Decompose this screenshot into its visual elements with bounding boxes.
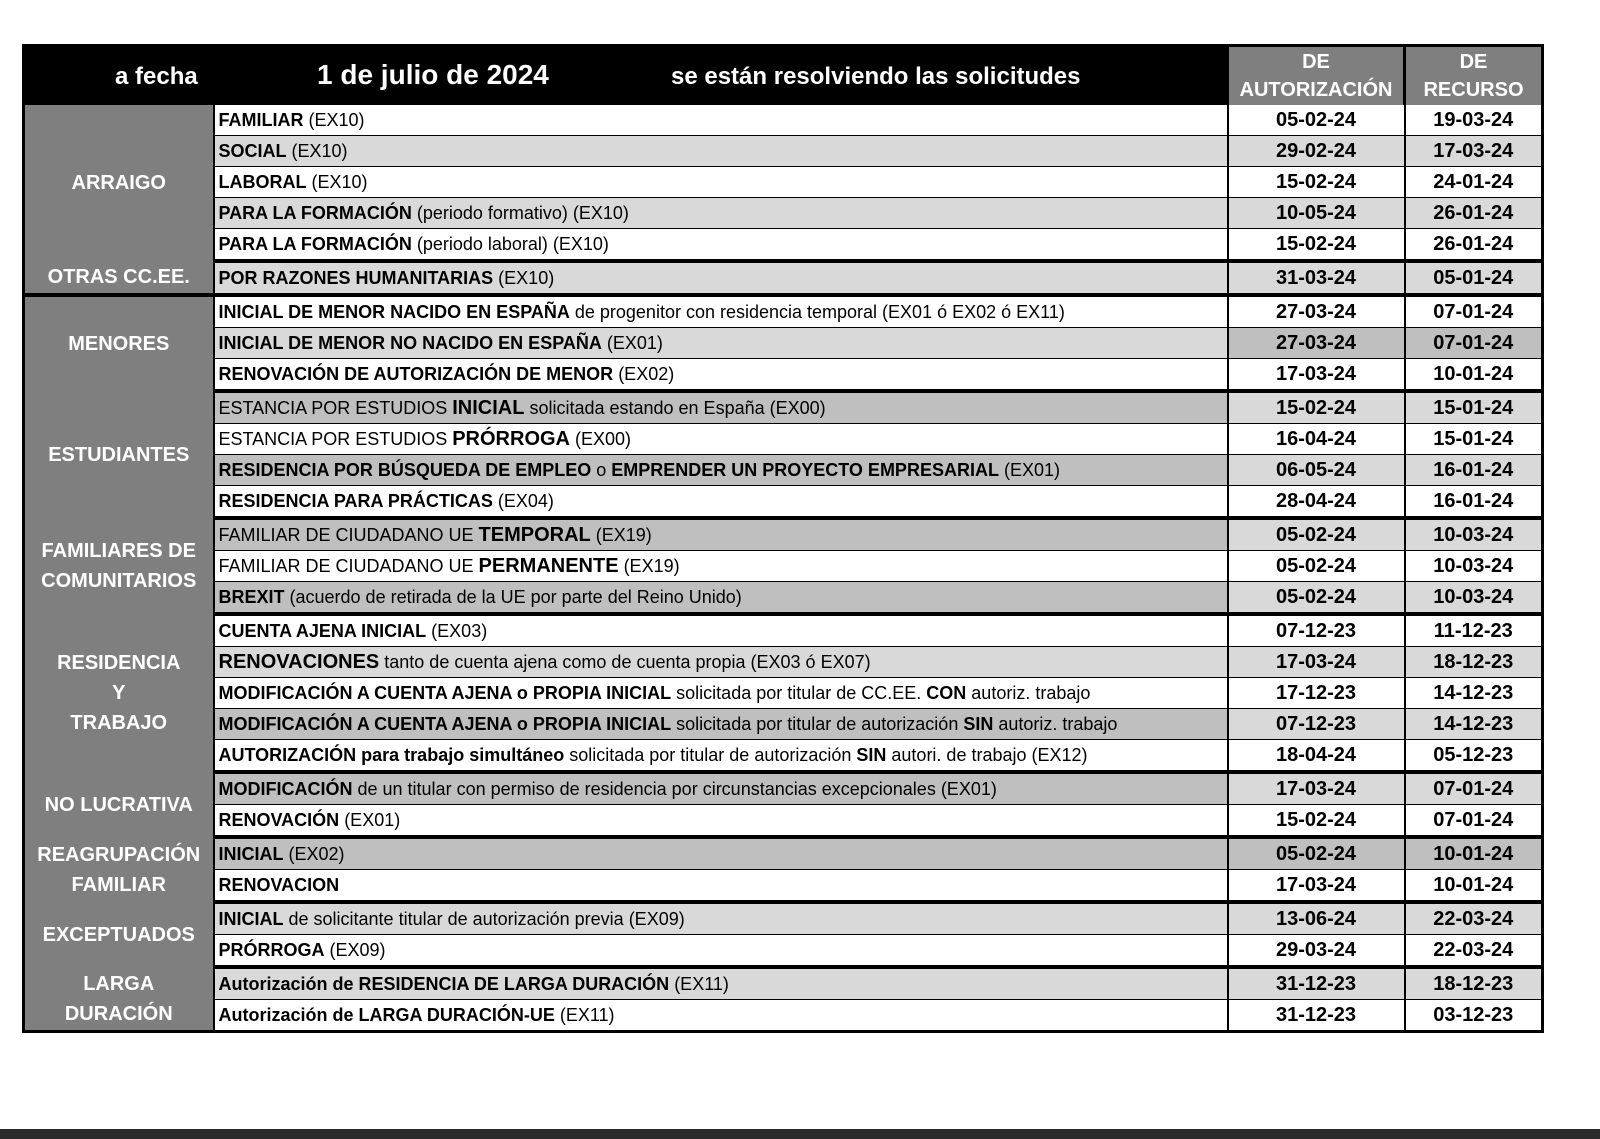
request-type-text: INICIAL DE MENOR NO NACIDO EN ESPAÑA <box>218 332 602 353</box>
request-type-text: FAMILIAR DE CIUDADANO UE <box>218 555 479 576</box>
request-type-cell <box>214 805 1228 838</box>
request-type-cell <box>214 614 1228 647</box>
table-row <box>24 678 1543 709</box>
request-type-text: autori. de trabajo (EX12) <box>886 744 1088 765</box>
request-type-text: PRÓRROGA <box>218 939 325 960</box>
request-type-cell <box>214 870 1228 903</box>
request-type-text: (EX10) <box>303 109 365 130</box>
date-autorizacion: 18-04-24 <box>1228 740 1405 773</box>
category-label: EXCEPTUADOS <box>42 923 195 946</box>
request-type-text: (EX01) <box>601 332 663 353</box>
table-row <box>24 772 1543 805</box>
request-type-text: TEMPORAL <box>478 523 591 546</box>
date-autorizacion: 31-03-24 <box>1228 261 1405 295</box>
date-recurso: 05-12-23 <box>1405 740 1543 773</box>
request-type-text: SIN <box>963 713 994 734</box>
request-type-text: RENOVACIÓN <box>218 809 340 830</box>
request-type-text: solicitada por titular de autorización <box>564 744 857 765</box>
request-type-text: (EX09) <box>324 939 386 960</box>
category-cell <box>24 105 214 261</box>
request-type-text: (EX00) <box>570 428 632 449</box>
table-row <box>24 740 1543 773</box>
table-row <box>24 167 1543 198</box>
date-recurso: 10-01-24 <box>1405 837 1543 870</box>
category-cell <box>24 967 214 1032</box>
category-label: NO LUCRATIVA <box>44 793 193 816</box>
category-cell <box>24 518 214 614</box>
date-recurso: 05-01-24 <box>1405 261 1543 295</box>
request-type-text: INICIAL <box>452 396 525 419</box>
date-autorizacion: 16-04-24 <box>1228 424 1405 455</box>
date-recurso: 10-03-24 <box>1405 582 1543 615</box>
category-label: Y <box>112 682 126 704</box>
date-recurso: 10-03-24 <box>1405 551 1543 582</box>
request-type-text: SIN <box>856 744 887 765</box>
category-label: FAMILIAR <box>71 873 166 896</box>
request-type-text: tanto de cuenta ajena como de cuenta propia (EX03 ó EX07) <box>379 651 871 672</box>
table-row <box>24 1000 1543 1032</box>
date-recurso: 07-01-24 <box>1405 805 1543 838</box>
request-type-text: (periodo laboral) (EX10) <box>411 233 609 254</box>
header-row <box>24 46 1543 106</box>
request-type-text: (EX11) <box>554 1004 615 1025</box>
request-type-text: (EX19) <box>590 524 652 545</box>
request-type-text: INICIAL <box>218 843 284 864</box>
request-type-text: RENOVACIÓN DE AUTORIZACIÓN DE MENOR <box>218 363 614 384</box>
date-autorizacion: 17-03-24 <box>1228 647 1405 678</box>
header-date: 1 de julio de 2024 <box>317 59 549 90</box>
request-type-cell <box>214 261 1228 295</box>
header-col-recurso-line1: DE <box>1459 51 1488 73</box>
category-cell <box>24 614 214 772</box>
request-type-cell <box>214 967 1228 1000</box>
header-col-autorizacion-line1: DE <box>1302 51 1330 73</box>
request-type-cell <box>214 902 1228 935</box>
request-type-cell <box>214 424 1228 455</box>
request-type-text: (EX10) <box>286 140 348 161</box>
request-type-text: SOCIAL <box>218 140 287 161</box>
date-recurso: 19-03-24 <box>1405 105 1543 136</box>
request-type-text: RENOVACION <box>218 874 340 895</box>
date-autorizacion: 13-06-24 <box>1228 902 1405 935</box>
request-type-text: CON <box>926 682 967 703</box>
date-autorizacion: 15-02-24 <box>1228 229 1405 262</box>
date-autorizacion: 27-03-24 <box>1228 295 1405 328</box>
date-autorizacion: 10-05-24 <box>1228 198 1405 229</box>
request-type-text: BREXIT <box>218 586 285 607</box>
date-recurso: 15-01-24 <box>1405 391 1543 424</box>
request-type-cell <box>214 455 1228 486</box>
request-type-cell <box>214 391 1228 424</box>
date-recurso: 24-01-24 <box>1405 167 1543 198</box>
request-type-text: AUTORIZACIÓN para trabajo simultáneo <box>218 744 565 765</box>
date-recurso: 10-01-24 <box>1405 870 1543 903</box>
date-recurso: 07-01-24 <box>1405 328 1543 359</box>
request-type-text: (EX02) <box>613 363 675 384</box>
date-autorizacion: 05-02-24 <box>1228 518 1405 551</box>
date-recurso: 18-12-23 <box>1405 967 1543 1000</box>
table-row <box>24 261 1543 295</box>
request-type-text: RESIDENCIA PARA PRÁCTICAS <box>218 490 493 511</box>
request-type-cell <box>214 229 1228 262</box>
table-row <box>24 967 1543 1000</box>
date-recurso: 03-12-23 <box>1405 1000 1543 1032</box>
category-label: FAMILIARES DE <box>41 540 196 562</box>
request-type-text: RENOVACIONES <box>218 650 380 673</box>
request-type-text: (EX01) <box>998 459 1060 480</box>
request-type-cell <box>214 105 1228 136</box>
request-type-text: (EX10) <box>493 267 555 288</box>
table-row <box>24 105 1543 136</box>
request-type-text: LABORAL <box>218 171 307 192</box>
request-type-text: RESIDENCIA POR BÚSQUEDA DE EMPLEO <box>218 459 592 480</box>
category-label: COMUNITARIOS <box>41 570 197 592</box>
table-row <box>24 551 1543 582</box>
date-autorizacion: 17-12-23 <box>1228 678 1405 709</box>
date-recurso: 22-03-24 <box>1405 902 1543 935</box>
table-body <box>24 105 1543 1032</box>
table-row <box>24 870 1543 903</box>
date-recurso: 11-12-23 <box>1405 614 1543 647</box>
request-type-cell <box>214 198 1228 229</box>
date-recurso: 26-01-24 <box>1405 229 1543 262</box>
date-autorizacion: 07-12-23 <box>1228 709 1405 740</box>
date-autorizacion: 05-02-24 <box>1228 582 1405 615</box>
header-tail: se están resolviendo las solicitudes <box>671 63 1081 90</box>
request-type-text: autoriz. trabajo <box>993 713 1118 734</box>
request-type-text: (acuerdo de retirada de la UE por parte del Reino Unido) <box>284 586 742 607</box>
request-type-cell <box>214 837 1228 870</box>
request-type-text: CUENTA AJENA INICIAL <box>218 620 427 641</box>
date-autorizacion: 06-05-24 <box>1228 455 1405 486</box>
category-label: TRABAJO <box>70 712 168 734</box>
category-label: REAGRUPACIÓN <box>37 843 201 866</box>
bottom-bar <box>0 1129 1600 1139</box>
date-recurso: 16-01-24 <box>1405 455 1543 486</box>
category-cell <box>24 772 214 837</box>
category-cell <box>24 295 214 391</box>
table-row <box>24 709 1543 740</box>
request-type-text: INICIAL DE MENOR NACIDO EN ESPAÑA <box>218 301 570 322</box>
date-autorizacion: 17-03-24 <box>1228 359 1405 392</box>
header-col-recurso <box>1405 46 1543 106</box>
request-type-text: solicitada por titular de autorización <box>671 713 964 734</box>
category-label: ESTUDIANTES <box>48 443 190 466</box>
request-type-cell <box>214 167 1228 198</box>
request-type-text: EMPRENDER UN PROYECTO EMPRESARIAL <box>611 459 999 480</box>
date-recurso: 07-01-24 <box>1405 295 1543 328</box>
request-type-text: MODIFICACIÓN <box>218 778 353 799</box>
request-type-text: solicitada por titular de CC.EE. <box>671 682 927 703</box>
date-autorizacion: 31-12-23 <box>1228 967 1405 1000</box>
category-cell <box>24 837 214 902</box>
date-recurso: 17-03-24 <box>1405 136 1543 167</box>
date-autorizacion: 17-03-24 <box>1228 870 1405 903</box>
request-type-text: MODIFICACIÓN A CUENTA AJENA o PROPIA INICIAL <box>218 682 672 703</box>
request-type-text: PARA LA FORMACIÓN <box>218 202 412 223</box>
date-recurso: 07-01-24 <box>1405 772 1543 805</box>
table-row <box>24 935 1543 968</box>
date-recurso: 14-12-23 <box>1405 678 1543 709</box>
date-recurso: 22-03-24 <box>1405 935 1543 968</box>
category-label: RESIDENCIA <box>57 652 181 674</box>
date-autorizacion: 15-02-24 <box>1228 167 1405 198</box>
request-type-cell <box>214 551 1228 582</box>
category-label: DURACIÓN <box>64 1002 173 1025</box>
table-row <box>24 518 1543 551</box>
date-autorizacion: 31-12-23 <box>1228 1000 1405 1032</box>
request-type-text: o <box>591 459 612 480</box>
date-autorizacion: 29-02-24 <box>1228 136 1405 167</box>
request-type-text: ESTANCIA POR ESTUDIOS <box>218 428 453 449</box>
header-col-recurso-line2: RECURSO <box>1423 79 1524 101</box>
request-type-cell <box>214 486 1228 519</box>
category-label: MENORES <box>68 333 170 355</box>
request-type-text: FAMILIAR DE CIUDADANO UE <box>218 524 479 545</box>
header-title <box>24 46 1228 106</box>
date-recurso: 10-01-24 <box>1405 359 1543 392</box>
date-autorizacion: 15-02-24 <box>1228 805 1405 838</box>
table-row <box>24 455 1543 486</box>
request-type-text: Autorización de RESIDENCIA DE LARGA DURACIÓN <box>218 973 670 994</box>
request-type-cell <box>214 518 1228 551</box>
request-type-text: (EX11) <box>669 973 729 994</box>
resolution-dates-table <box>22 44 1544 1033</box>
date-recurso: 14-12-23 <box>1405 709 1543 740</box>
date-autorizacion: 05-02-24 <box>1228 551 1405 582</box>
request-type-text: (EX02) <box>283 843 345 864</box>
request-type-cell <box>214 328 1228 359</box>
request-type-text: de solicitante titular de autorización previa (EX09) <box>283 908 685 929</box>
request-type-cell <box>214 678 1228 709</box>
request-type-text: PERMANENTE <box>478 554 619 577</box>
category-cell <box>24 261 214 295</box>
date-autorizacion: 17-03-24 <box>1228 772 1405 805</box>
date-recurso: 16-01-24 <box>1405 486 1543 519</box>
table-row <box>24 328 1543 359</box>
category-label: LARGA <box>83 972 155 995</box>
date-autorizacion: 27-03-24 <box>1228 328 1405 359</box>
category-cell <box>24 391 214 518</box>
table-row <box>24 229 1543 262</box>
request-type-text: (EX01) <box>339 809 401 830</box>
request-type-text: FAMILIAR <box>218 109 304 130</box>
request-type-text: de un titular con permiso de residencia por circunstancias excepcionales (EX01) <box>352 778 997 799</box>
request-type-cell <box>214 709 1228 740</box>
date-recurso: 26-01-24 <box>1405 198 1543 229</box>
request-type-text: PRÓRROGA <box>452 427 571 450</box>
date-recurso: 15-01-24 <box>1405 424 1543 455</box>
table-row <box>24 614 1543 647</box>
request-type-cell <box>214 582 1228 615</box>
request-type-text: (EX04) <box>492 490 554 511</box>
request-type-cell <box>214 935 1228 968</box>
request-type-text: MODIFICACIÓN A CUENTA AJENA o PROPIA INICIAL <box>218 713 672 734</box>
request-type-cell <box>214 647 1228 678</box>
request-type-text: (EX10) <box>306 171 368 192</box>
date-autorizacion: 28-04-24 <box>1228 486 1405 519</box>
table-row <box>24 582 1543 615</box>
table-row <box>24 198 1543 229</box>
request-type-text: ESTANCIA POR ESTUDIOS <box>218 397 453 418</box>
table-row <box>24 295 1543 328</box>
category-cell <box>24 902 214 967</box>
date-autorizacion: 15-02-24 <box>1228 391 1405 424</box>
date-autorizacion: 05-02-24 <box>1228 837 1405 870</box>
date-autorizacion: 07-12-23 <box>1228 614 1405 647</box>
table-row <box>24 837 1543 870</box>
request-type-text: PARA LA FORMACIÓN <box>218 233 412 254</box>
request-type-cell <box>214 136 1228 167</box>
request-type-text: (periodo formativo) (EX10) <box>411 202 629 223</box>
request-type-cell <box>214 359 1228 392</box>
table-row <box>24 359 1543 392</box>
table-row <box>24 424 1543 455</box>
date-autorizacion: 05-02-24 <box>1228 105 1405 136</box>
request-type-cell <box>214 772 1228 805</box>
table-row <box>24 391 1543 424</box>
date-recurso: 10-03-24 <box>1405 518 1543 551</box>
date-autorizacion: 29-03-24 <box>1228 935 1405 968</box>
table-row <box>24 902 1543 935</box>
table-row <box>24 805 1543 838</box>
request-type-text: autoriz. trabajo <box>966 682 1091 703</box>
request-type-cell <box>214 295 1228 328</box>
request-type-text: (EX03) <box>426 620 488 641</box>
request-type-text: de progenitor con residencia temporal (EX01 ó EX02 ó EX11) <box>569 301 1065 322</box>
header-col-autorizacion-line2: AUTORIZACIÓN <box>1239 79 1393 101</box>
request-type-cell <box>214 1000 1228 1032</box>
header-col-autorizacion <box>1228 46 1405 106</box>
table-row <box>24 486 1543 519</box>
category-label: ARRAIGO <box>71 172 166 194</box>
request-type-text: INICIAL <box>218 908 284 929</box>
table-row <box>24 647 1543 678</box>
table-row <box>24 136 1543 167</box>
category-label: OTRAS CC.EE. <box>47 266 190 288</box>
request-type-text: POR RAZONES HUMANITARIAS <box>218 267 494 288</box>
request-type-cell <box>214 740 1228 773</box>
request-type-text: solicitada estando en España (EX00) <box>524 397 826 418</box>
date-recurso: 18-12-23 <box>1405 647 1543 678</box>
request-type-text: (EX19) <box>618 555 680 576</box>
header-a-fecha: a fecha <box>115 63 198 90</box>
request-type-text: Autorización de LARGA DURACIÓN-UE <box>218 1004 555 1025</box>
